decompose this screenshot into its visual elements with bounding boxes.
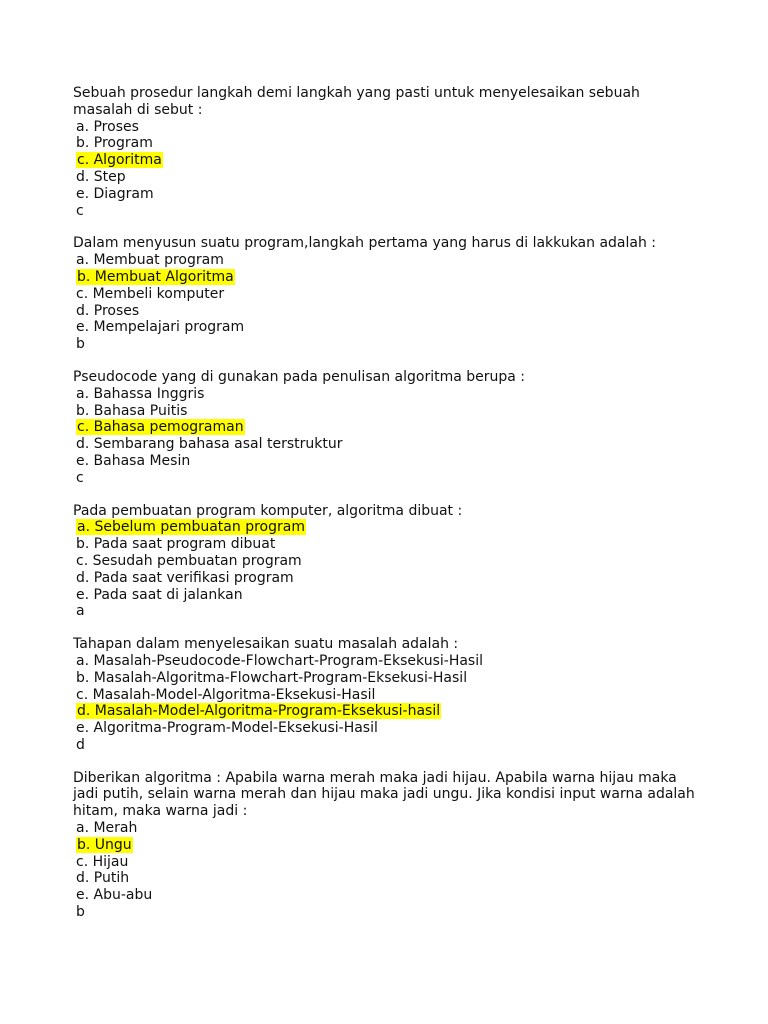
answer-key: c — [76, 469, 84, 486]
option-b: b. Program — [76, 135, 153, 152]
question-1 — [73, 85, 713, 219]
option-b — [73, 269, 713, 286]
option-c — [73, 419, 713, 436]
quiz-content — [73, 85, 713, 937]
question-stem: Tahapan dalam menyelesaikan suatu masalah adalah : — [73, 636, 459, 653]
option-b: b. Pada saat program dibuat — [76, 536, 276, 553]
question-stem: Dalam menyusun suatu program,langkah pertama yang harus di lakkukan adalah : — [73, 235, 657, 252]
highlighted-answer: b. Ungu — [77, 836, 132, 853]
option-c: c. Sesudah pembuatan program — [76, 552, 302, 569]
option-e: e. Bahasa Mesin — [76, 452, 191, 469]
option-e: e. Algoritma-Program-Model-Eksekusi-Hasil — [76, 720, 378, 737]
highlighted-answer: d. Masalah-Model-Algoritma-Program-Eksekusi-hasil — [77, 703, 441, 720]
option-d: d. Pada saat verifikasi program — [76, 569, 294, 586]
option-b: b. Masalah-Algoritma-Flowchart-Program-Eksekusi-Hasil — [76, 669, 468, 686]
option-e: e. Mempelajari program — [76, 319, 245, 336]
option-d: d. Sembarang bahasa asal terstruktur — [76, 436, 343, 453]
question-stem: Diberikan algoritma : Apabila warna merah maka jadi hijau. Apabila warna hijau maka jadi putih, selain warna merah dan hijau maka jadi ungu. Jika kondisi input warna adalah hitam, maka warna jadi : — [73, 769, 695, 820]
option-a: a. Membuat program — [76, 252, 224, 269]
option-c: c. Hijau — [76, 853, 129, 870]
question-stem: Sebuah prosedur langkah demi langkah yang pasti untuk menyelesaikan sebuah masalah di sebut : — [73, 85, 640, 118]
option-e: e. Diagram — [76, 185, 154, 202]
option-c: c. Membeli komputer — [76, 285, 225, 302]
option-d: d. Putih — [76, 870, 130, 887]
option-a: a. Proses — [76, 118, 139, 135]
option-d — [73, 703, 713, 720]
option-a — [73, 519, 713, 536]
option-c: c. Masalah-Model-Algoritma-Eksekusi-Hasil — [76, 686, 376, 703]
answer-key: b — [76, 336, 85, 353]
answer-key: a — [76, 603, 85, 620]
option-a: a. Masalah-Pseudocode-Flowchart-Program-Eksekusi-Hasil — [76, 652, 483, 669]
question-5 — [73, 636, 713, 754]
question-stem: Pseudocode yang di gunakan pada penulisan algoritma berupa : — [73, 368, 526, 385]
option-c — [73, 152, 713, 169]
highlighted-answer: b. Membuat Algoritma — [77, 268, 234, 285]
answer-key: d — [76, 736, 85, 753]
option-a: a. Bahassa Inggris — [76, 385, 205, 402]
question-stem: Pada pembuatan program komputer, algoritma dibuat : — [73, 502, 463, 519]
question-4 — [73, 503, 713, 621]
option-e: e. Abu-abu — [76, 887, 153, 904]
answer-key: b — [76, 904, 85, 921]
question-2 — [73, 235, 713, 353]
highlighted-answer: c. Bahasa pemograman — [77, 419, 244, 436]
highlighted-answer: a. Sebelum pembuatan program — [77, 519, 305, 536]
option-b: b. Bahasa Puitis — [76, 402, 188, 419]
option-d: d. Proses — [76, 302, 140, 319]
option-d: d. Step — [76, 168, 126, 185]
question-3 — [73, 369, 713, 487]
option-e: e. Pada saat di jalankan — [76, 586, 243, 603]
option-a: a. Merah — [76, 820, 138, 837]
answer-key: c — [76, 202, 84, 219]
highlighted-answer: c. Algoritma — [77, 152, 162, 169]
question-6 — [73, 770, 713, 921]
option-b — [73, 837, 713, 854]
